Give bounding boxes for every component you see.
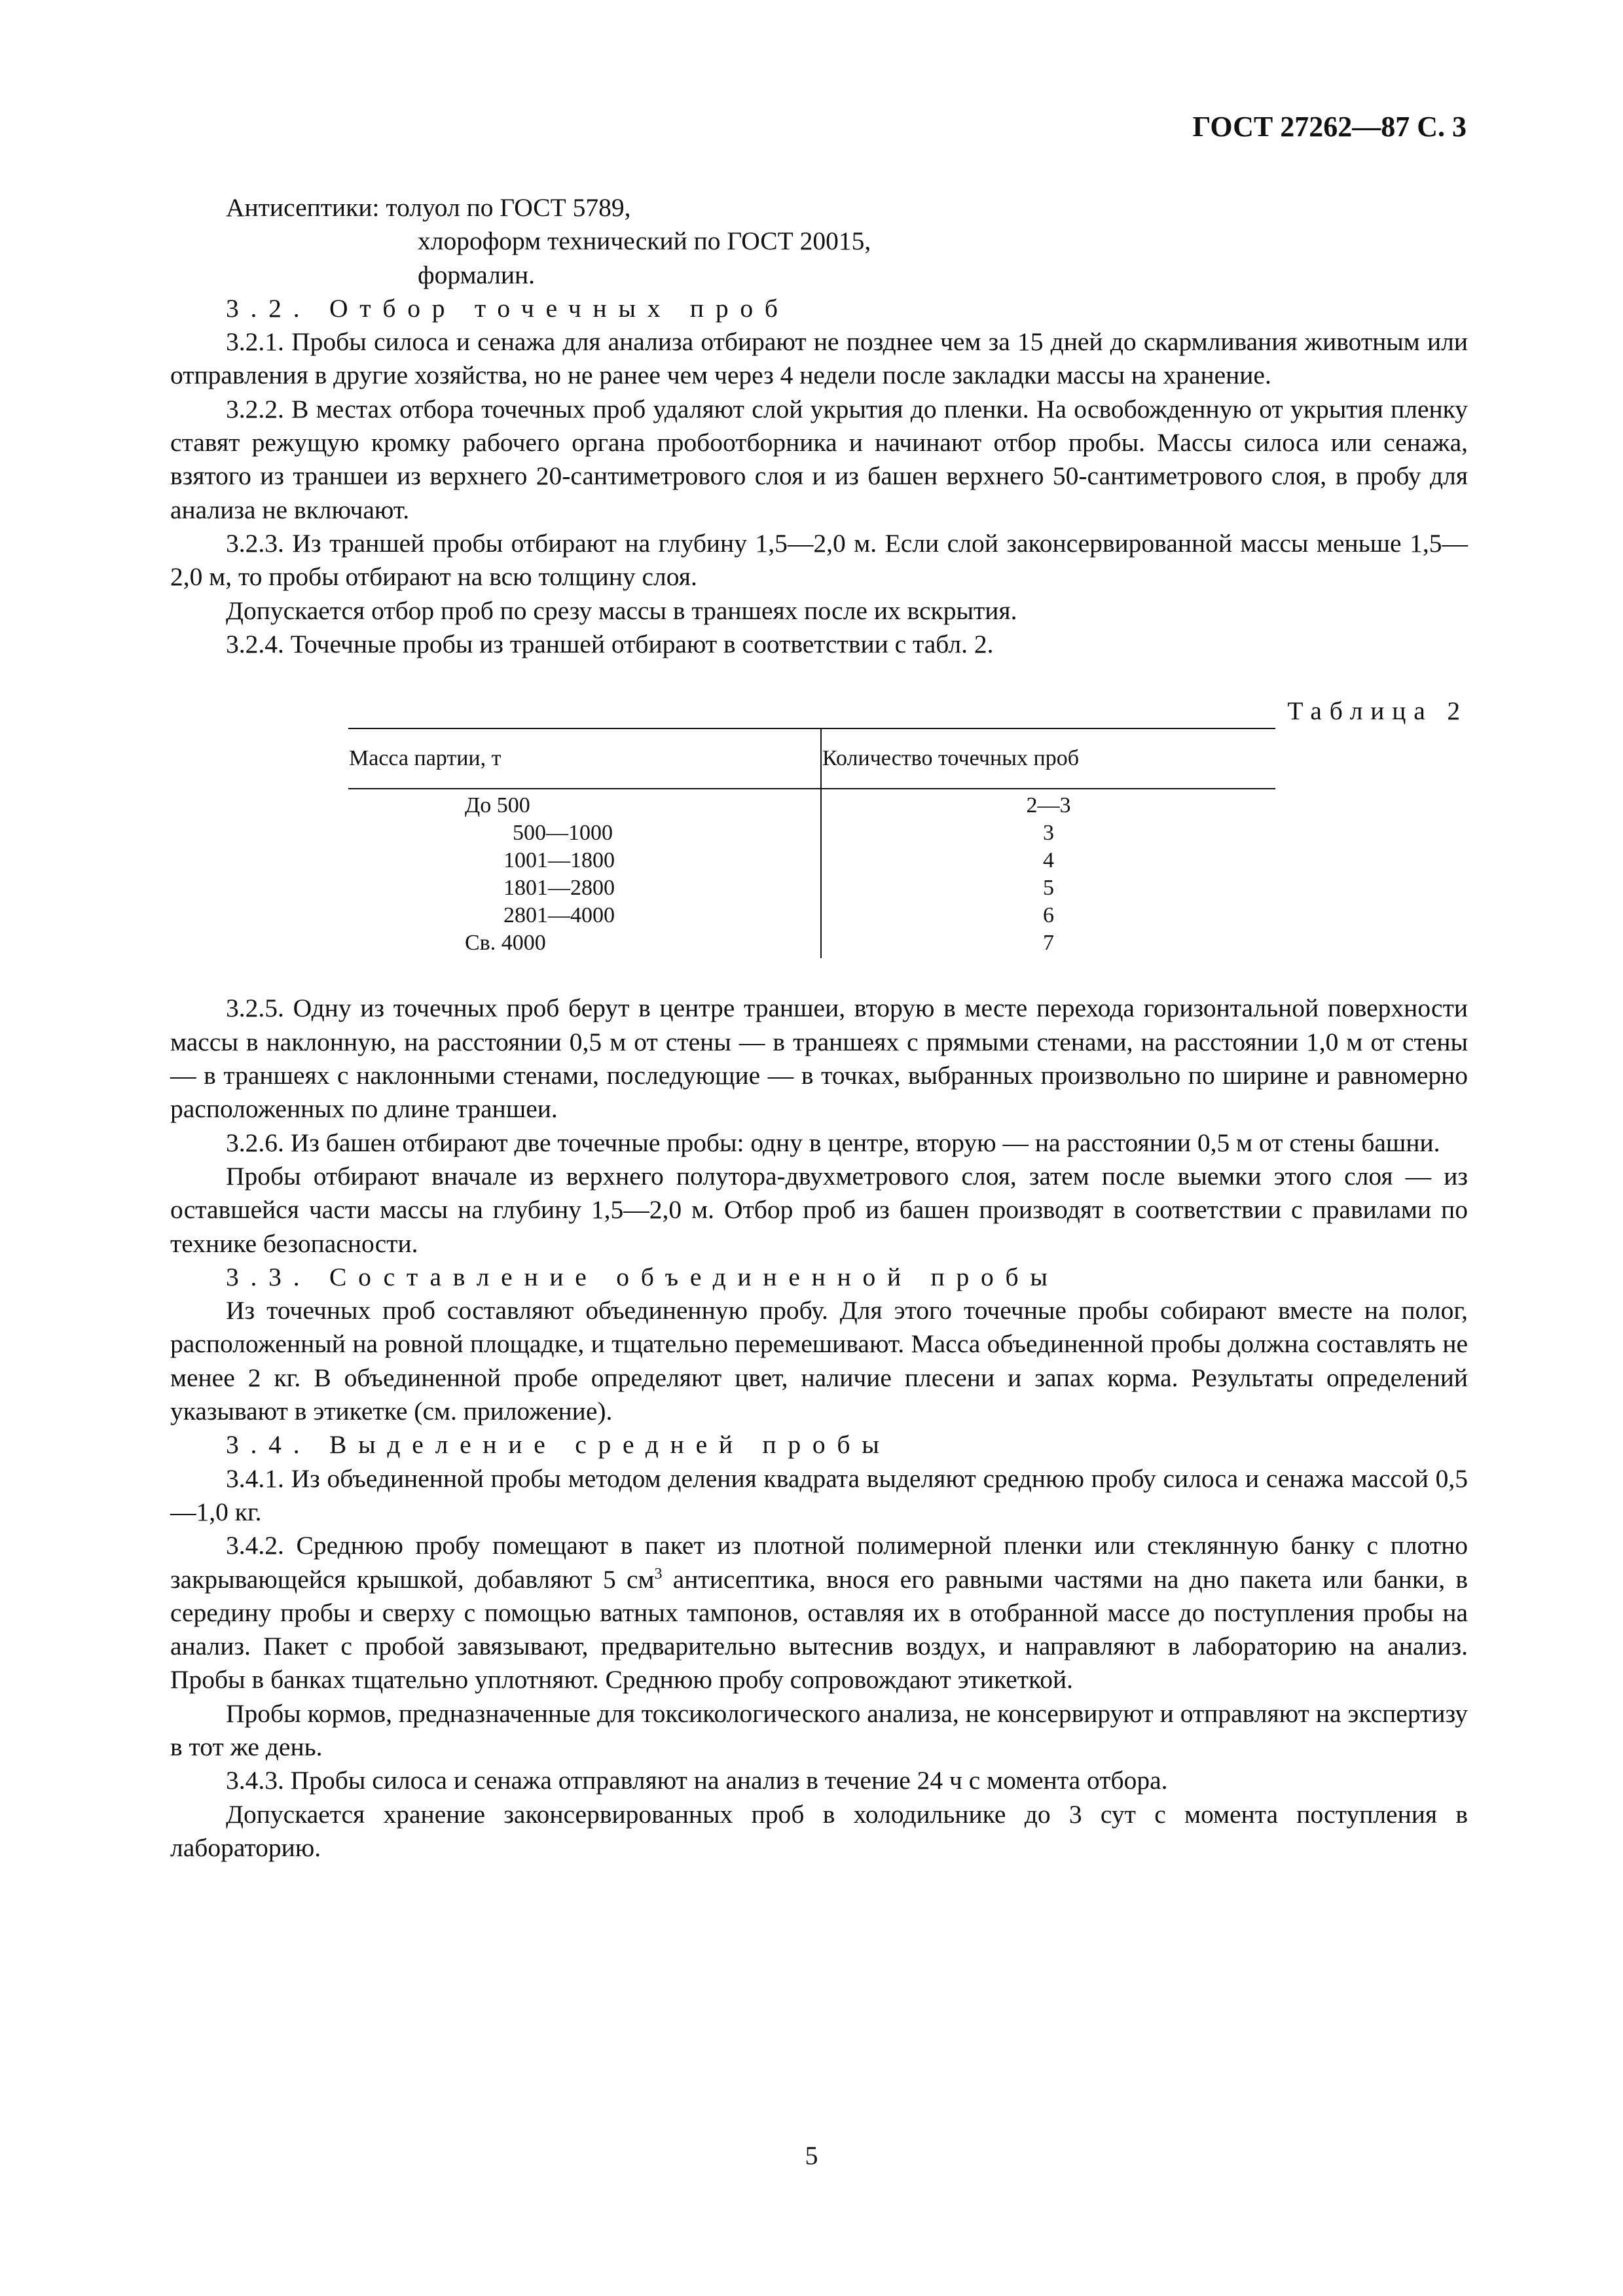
table-cell-count: 4 (1043, 848, 1054, 873)
antiseptics-line-3: формалин. (418, 260, 535, 289)
paragraph-3-2-6: 3.2.6. Из башен отбирают две точечные пробы: одну в центре, вторую — на расстоянии 0,5 м от стены башни. (226, 1128, 1440, 1157)
paragraph-3-4-1: 3.4.1. Из объединенной пробы методом деления квадрата выделяют среднюю пробу силоса и сенажа массой 0,5—1,0 кг. (170, 1463, 1468, 1526)
table-header-mass: Масса партии, т (348, 728, 821, 789)
table-header-count: Количество точечных проб (821, 728, 1275, 789)
paragraph-3-4-2-part-1: 3.4.2. Среднюю пробу помещают в пакет из плотной полимерной пленки или стеклянную банку с плотно закрывающейся крышкой, добавляют 5 см (170, 1531, 1468, 1594)
paragraph-3-4-3: 3.4.3. Пробы силоса и сенажа отправляют на анализ в течение 24 ч с момента отбора. (226, 1766, 1168, 1795)
antiseptics-line-2: хлороформ технический по ГОСТ 20015, (418, 226, 871, 256)
table-cell-mass: 2801—4000 (503, 903, 615, 928)
table-cell-count: 6 (1043, 903, 1054, 928)
section-heading-3-3: 3.3. Составление объединенной пробы (226, 1262, 1059, 1291)
table-cell-mass: Св. 4000 (465, 931, 546, 956)
table-cell-count: 5 (1043, 876, 1054, 901)
table-cell-mass: 1001—1800 (503, 848, 615, 873)
antiseptics-line-1: Антисептики: толуол по ГОСТ 5789, (226, 193, 631, 222)
paragraph-3-2-6-note: Пробы отбирают вначале из верхнего полутора-двухметрового слоя, затем после выемки этого слоя — из оставшейся части массы на глубину 1,5—2,0 м. Отбор проб из башен производят в соответствии с правилами по технике безопасности. (170, 1161, 1468, 1258)
page-number: 5 (805, 2141, 818, 2170)
superscript-3: 3 (654, 1565, 663, 1583)
table-cell-mass: До 500 (465, 793, 530, 818)
paragraph-3-3: Из точечных проб составляют объединенную пробу. Для этого точечные пробы собирают вместе на полог, расположенный на ровной площадке, и тщательно перемешивают. Масса объединенной пробы должна составлять не менее 2 кг. В объединенной пробе определяют цвет, наличие плесени и запах корма. Результаты определений указывают в этикетке (см. приложение). (170, 1296, 1468, 1426)
table-cell-count: 3 (1043, 821, 1054, 846)
sample-count-table (348, 728, 1275, 958)
document-body (170, 191, 1468, 1865)
paragraph-3-2-4: 3.2.4. Точечные пробы из траншей отбирают в соответствии с табл. 2. (226, 629, 994, 658)
table-cell-count: 7 (1043, 931, 1054, 956)
section-heading-3-2: 3.2. Отбор точечных проб (226, 293, 790, 323)
paragraph-3-4-2 (170, 1529, 1468, 1696)
table-cell-count: 2—3 (1026, 793, 1071, 818)
table-cell-mass: 500—1000 (513, 821, 613, 846)
paragraph-3-2-5: 3.2.5. Одну из точечных проб берут в центре траншеи, вторую в месте перехода горизонтальной поверхности массы в наклонную, на расстоянии 0,5 м от стены — в траншеях с прямыми стенами, на расстоянии 1,0 м от стены — в траншеях с наклонными стенами, последующие — в точках, выбранных произвольно по ширине и равномерно расположенных по длине траншеи. (170, 994, 1468, 1124)
document-header: ГОСТ 27262—87 С. 3 (1192, 111, 1467, 143)
paragraph-3-4-2-part-2: антисептика, внося его равными частями на дно пакета или банки, в середину пробы и сверху с помощью ватных тампонов, оставляя их в отобранной массе до поступления пробы на анализ. Пакет с пробой завязывают, предварительно вытеснив воздух, и направляют в лабораторию на анализ. Пробы в банках тщательно уплотняют. Среднюю пробу сопровождают этикеткой. (170, 1564, 1468, 1695)
table-caption: Таблица 2 (1287, 696, 1468, 726)
paragraph-3-2-1: 3.2.1. Пробы силоса и сенажа для анализа отбирают не позднее чем за 15 дней до скармливания животным или отправления в другие хозяйства, но не ранее чем через 4 недели после закладки массы на хранение. (170, 327, 1468, 390)
table-cell-mass: 1801—2800 (503, 876, 615, 901)
paragraph-3-2-2: 3.2.2. В местах отбора точечных проб удаляют слой укрытия до пленки. На освобожденную от укрытия пленку ставят режущую кромку рабочего органа пробоотборника и начинают отбор пробы. Массы силоса или сенажа, взятого из траншеи из верхнего 20-сантиметрового слоя и из башен верхнего 50-сантиметрового слоя, в пробу для анализа не включают. (170, 394, 1468, 524)
paragraph-3-2-3-note: Допускается отбор проб по срезу массы в траншеях после их вскрытия. (226, 596, 1017, 625)
paragraph-3-4-3-note: Допускается хранение законсервированных проб в холодильнике до 3 сут с момента поступления в лабораторию. (170, 1799, 1468, 1862)
section-heading-3-4: 3.4. Выделение средней пробы (226, 1430, 891, 1460)
paragraph-3-2-3: 3.2.3. Из траншей пробы отбирают на глубину 1,5—2,0 м. Если слой законсервированной массы меньше 1,5—2,0 м, то пробы отбирают на всю толщину слоя. (170, 528, 1468, 592)
paragraph-3-4-2-note: Пробы кормов, предназначенные для токсикологического анализа, не консервируют и отправляют на экспертизу в тот же день. (170, 1698, 1468, 1761)
